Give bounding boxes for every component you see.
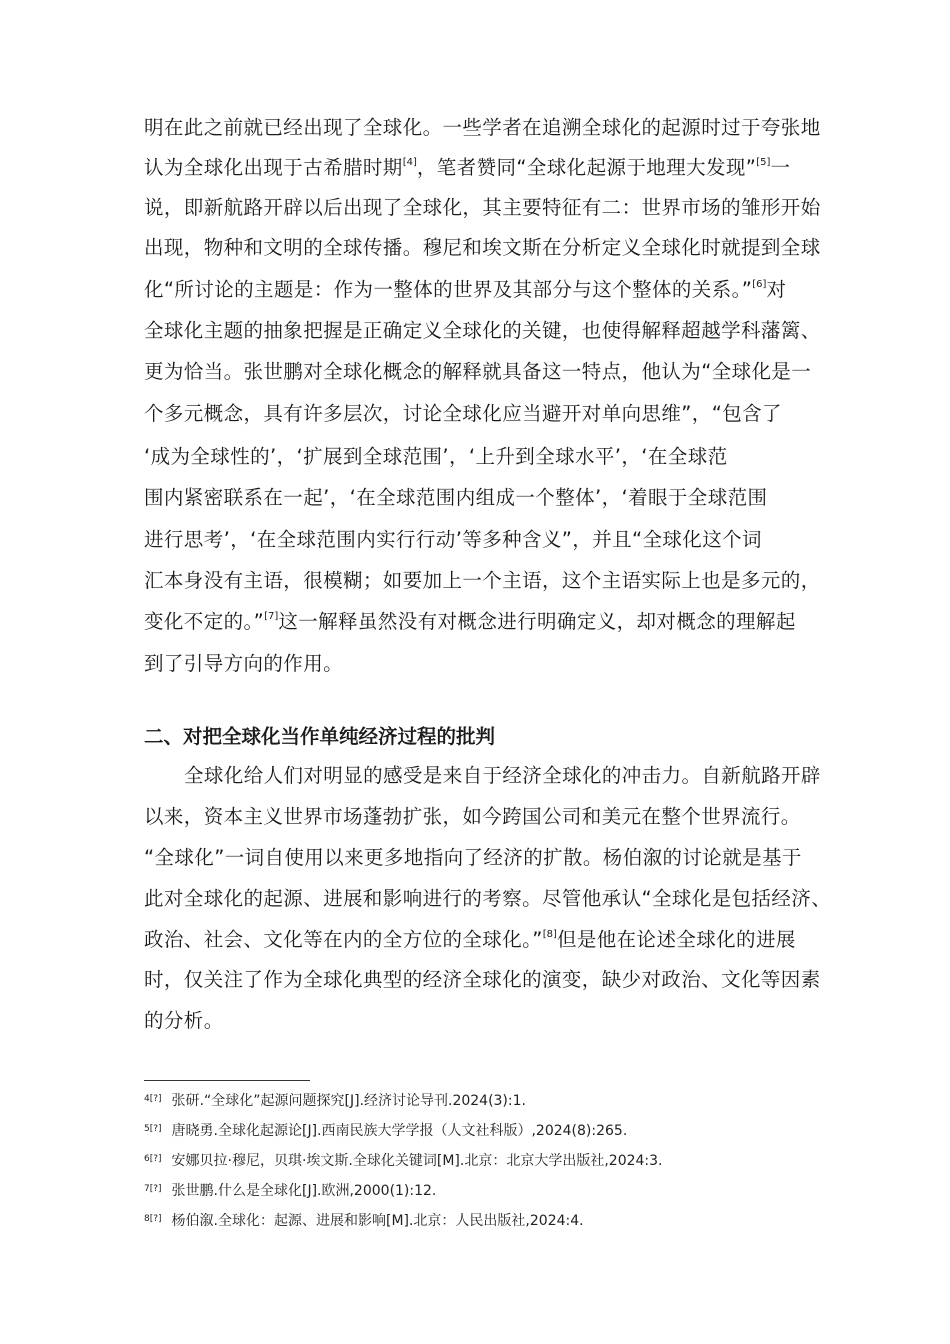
footnote-separator (144, 1080, 310, 1081)
text-line: ‘成为全球性的’，‘扩展到全球范围’，‘上升到全球水平’，‘在全球范 (144, 445, 728, 468)
text-line: 化“所讨论的主题是：作为一整体的世界及其部分与这个整体的关系。”[6]对 (144, 278, 787, 301)
citation-ref[interactable]: [4] (402, 157, 417, 168)
footnote-mark[interactable]: 6[?] (144, 1154, 162, 1164)
text-line: 此对全球化的起源、进展和影响进行的考察。尽管他承认“全球化是包括经济、 (144, 887, 832, 910)
text-line: 出现，物种和文明的全球传播。穆尼和埃文斯在分析定义全球化时就提到全球 (144, 236, 821, 259)
citation-ref[interactable]: [8] (542, 929, 557, 940)
footnote-mark[interactable]: 5[?] (144, 1124, 162, 1134)
footnote-mark[interactable]: 8[?] (144, 1214, 162, 1224)
footnote-mark[interactable]: 4[?] (144, 1094, 162, 1104)
text-line: 围内紧密联系在一起’，‘在全球范围内组成一个整体’，‘着眼于全球范围 (144, 486, 768, 509)
text-line: 以来，资本主义世界市场蓬勃扩张，如今跨国公司和美元在整个世界流行。 (144, 805, 801, 828)
text-line: 的分析。 (144, 1009, 224, 1032)
text-line: 全球化主题的抽象把握是正确定义全球化的关键，也使得解释超越学科藩篱、 (144, 319, 821, 342)
footnote (144, 1147, 663, 1171)
text-line: 认为全球化出现于古希腊时期[4]，笔者赞同“全球化起源于地理大发现”[5]一 (144, 156, 791, 179)
text-line: 变化不定的。”[7]这一解释虽然没有对概念进行明确定义，却对概念的理解起 (144, 610, 796, 633)
text-line: “全球化”一词自使用以来更多地指向了经济的扩散。杨伯溆的讨论就是基于 (144, 846, 802, 869)
text-line: 说，即新航路开辟以后出现了全球化，其主要特征有二：世界市场的雏形开始 (144, 196, 821, 219)
footnote-mark[interactable]: 7[?] (144, 1184, 162, 1194)
text-line: 政治、社会、文化等在内的全方位的全球化。”[8]但是他在论述全球化的进展 (144, 928, 796, 951)
citation-ref[interactable]: [6] (752, 279, 767, 290)
footnote (144, 1087, 526, 1111)
text-line: 到了引导方向的作用。 (144, 652, 344, 675)
text-line: 明在此之前就已经出现了全球化。一些学者在追溯全球化的起源时过于夸张地 (144, 116, 821, 139)
footnote-text: 张世鹏.什么是全球化[J].欧洲,2000(1):12. (171, 1183, 437, 1199)
footnote (144, 1177, 436, 1201)
footnote (144, 1117, 627, 1141)
text-line: 个多元概念，具有许多层次，讨论全球化应当避开对单向思维”，“包含了 (144, 402, 782, 425)
text-line: 全球化给人们对明显的感受是来自于经济全球化的冲击力。自新航路开辟 (184, 764, 821, 787)
text-line: 更为恰当。张世鹏对全球化概念的解释就具备这一特点，他认为“全球化是一 (144, 360, 812, 383)
footnote-text: 张研.“全球化”起源问题探究[J].经济讨论导刊.2024(3):1. (171, 1093, 526, 1109)
text-line: 时，仅关注了作为全球化典型的经济全球化的演变，缺少对政治、文化等因素 (144, 968, 821, 991)
footnote (144, 1207, 584, 1231)
text-line: 汇本身没有主语，很模糊；如要加上一个主语，这个主语实际上也是多元的， (144, 569, 821, 592)
citation-ref[interactable]: [7] (264, 611, 279, 622)
footnote-text: 唐晓勇.全球化起源论[J].西南民族大学学报（人文社科版）,2024(8):265. (171, 1123, 628, 1139)
citation-ref[interactable]: [5] (756, 157, 771, 168)
footnote-text: 安娜贝拉·穆尼，贝琪·埃文斯.全球化关键词[M].北京：北京大学出版社,2024:3. (171, 1153, 663, 1169)
text-line: 进行思考’，‘在全球范围内实行行动’等多种含义”，并且“全球化这个词 (144, 528, 762, 551)
section-heading: 二、对把全球化当作单纯经济过程的批判 (144, 725, 496, 748)
footnote-text: 杨伯溆.全球化：起源、进展和影响[M].北京：人民出版社,2024:4. (171, 1213, 584, 1229)
